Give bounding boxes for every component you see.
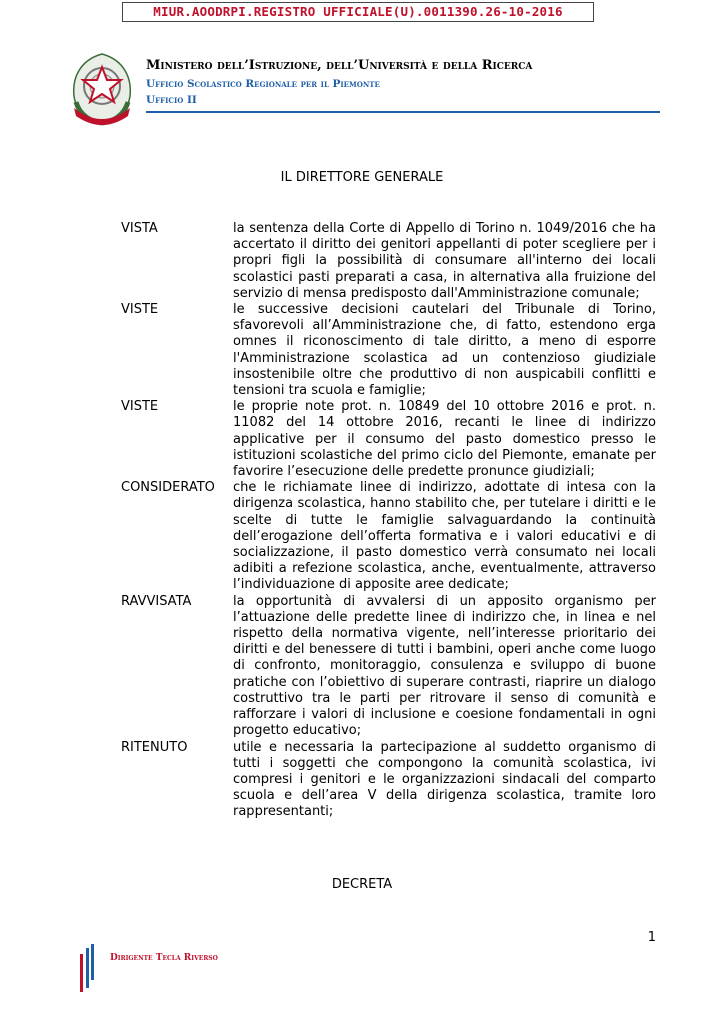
recital-label: VISTA bbox=[121, 221, 158, 236]
recital-ritenuto bbox=[121, 740, 656, 821]
recital-text: utile e necessaria la partecipazione al suddetto organismo di tutti i soggetti che compongono la comunità scolastica, ivi compresi i genitori e le organizzazioni sindacali del comparto scuola e dell’area V della dirigenza scolastica, tramite loro rappresentanti; bbox=[233, 739, 656, 820]
ministry-name: Ministero dell’Istruzione, dell’Università e della Ricerca bbox=[146, 58, 533, 73]
italian-republic-emblem-icon bbox=[66, 50, 138, 128]
recitals-list bbox=[121, 221, 656, 821]
decreta-heading: DECRETA bbox=[331, 877, 393, 892]
recital-label: CONSIDERATO bbox=[121, 480, 215, 496]
recital-ravvisata bbox=[121, 594, 656, 740]
recital-vista bbox=[121, 221, 656, 302]
recital-considerato bbox=[121, 480, 656, 593]
recital-label: RAVVISATA bbox=[121, 593, 192, 609]
sub-office: Ufficio II bbox=[146, 94, 197, 106]
document-title: IL DIRETTORE GENERALE bbox=[280, 170, 444, 185]
recital-text: la opportunità di avvalersi di un apposito organismo per l’attuazione delle predette linee di indirizzo che, in linea e nel rispetto della normativa vigente, nell’interesse prioritario dei diritti e del benessere di tutti i bambini, operi anche come luogo di confronto, monitoraggio, consulenza e sviluppo di buone pratiche con l’obiettivo di superare contrasti, riaprire un dialogo costruttivo tra le parti per ritrovare il senso di comunità e rafforzare i valori di inclusione e coesione fondamentali in ogni progetto educativo; bbox=[233, 593, 656, 739]
page-number: 1 bbox=[647, 930, 656, 945]
recital-viste-decisions bbox=[121, 302, 656, 399]
recital-label: VISTE bbox=[121, 302, 159, 318]
signer-name: Dirigente Tecla Riverso bbox=[110, 953, 218, 963]
recital-text: che le richiamate linee di indirizzo, adottate di intesa con la dirigenza scolastica, hanno stabilito che, per tutelare i diritti e le scelte di tutte le famiglie salvaguardando la continuità dell’erogazione dell’offerta formativa e i valori educativi e di socializzazione, il pasto domestico verrà consumato nei locali adibiti a refezione scolastica, anche, eventualmente, attraverso l’individuazione di apposite aree dedicate; bbox=[233, 480, 656, 593]
recital-label: VISTE bbox=[121, 399, 159, 415]
header-divider bbox=[146, 111, 660, 113]
recital-label: RITENUTO bbox=[121, 739, 188, 755]
recital-text: le successive decisioni cautelari del Tribunale di Torino, sfavorevoli all’Amministrazione che, di fatto, estendono erga omnes il riconoscimento di tale diritto, a meno di esporre l'Amministrazione scolastica ad un contenzioso giudiziale insostenibile oltre che produttivo di non auspicabili conflitti e tensioni tra scuola e famiglie; bbox=[233, 302, 656, 399]
recital-viste-notes bbox=[121, 399, 656, 480]
footer-stripes-icon bbox=[78, 944, 96, 992]
protocol-stamp: MIUR.AOODRPI.REGISTRO UFFICIALE(U).0011390.26-10-2016 bbox=[122, 2, 594, 22]
recital-text: le proprie note prot. n. 10849 del 10 ottobre 2016 e prot. n. 11082 del 14 ottobre 2016, recanti le linee di indirizzo applicative per il consumo del pasto domestico presso le istituzioni scolastiche del primo ciclo del Piemonte, emanate per favorire l’esecuzione delle predette pronunce giudiziali; bbox=[233, 399, 656, 480]
recital-text: la sentenza della Corte di Appello di Torino n. 1049/2016 che ha accertato il diritto dei genitori appellanti di poter scegliere per i propri figli la possibilità di consumare all'interno dei locali scolastici pasti preparati a casa, in alternativa alla fruizione del servizio di mensa predisposto dall'Amministrazione comunale; bbox=[233, 221, 656, 301]
regional-office: Ufficio Scolastico Regionale per il Piemonte bbox=[146, 78, 380, 90]
